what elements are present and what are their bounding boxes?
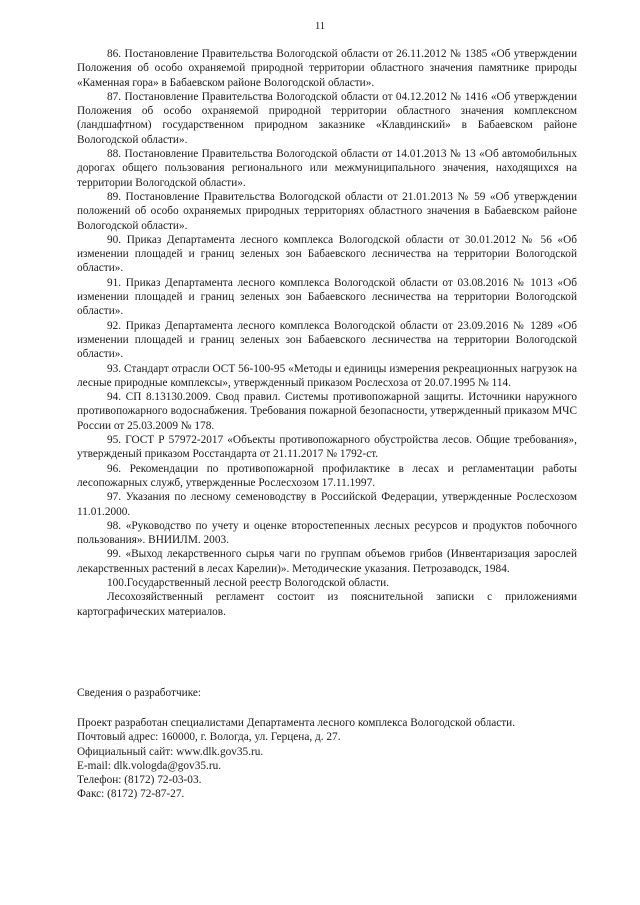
developer-contacts xyxy=(77,716,597,802)
developer-fax: Факс: (8172) 72-87-27. xyxy=(77,788,185,801)
reference-item: 96. Рекомендации по противопожарной профилактике в лесах и регламентации работы лесопожарных служб, утвержденные Рослесхозом 17.11.1997. xyxy=(77,462,577,489)
developer-website: Официальный сайт: www.dlk.gov35.ru. xyxy=(77,745,264,758)
reference-item: 86. Постановление Правительства Вологодской области от 26.11.2012 № 1385 «Об утверждении Положения об особо охраняемой природной территории областного значения памятнике природы «Каменная гора» в Бабаевском районе Вологодской области». xyxy=(77,48,577,89)
reference-item: 98. «Руководство по учету и оценке второстепенных лесных ресурсов и продуктов побочного пользования». ВНИИЛМ. 2003. xyxy=(77,519,577,547)
developer-email: E-mail: dlk.vologda@gov35.ru. xyxy=(77,759,222,772)
reference-item: 93. Стандарт отрасли ОСТ 56-100-95 «Методы и единицы измерения рекреационных нагрузок на лесные природные комплексы», утвержденный приказом Рослесхоза от 20.07.1995 № 114. xyxy=(77,362,577,389)
reference-item: 88. Постановление Правительства Вологодской области от 14.01.2013 № 13 «Об автомобильных дорогах общего пользования регионального или межмуниципального значения, находящихся на территории Вологодской области». xyxy=(77,148,577,189)
developer-project: Проект разработан специалистами Департамента лесного комплекса Вологодской области. xyxy=(77,717,516,729)
reference-list xyxy=(77,47,577,619)
reference-item: 90. Приказ Департамента лесного комплекса Вологодской области от 30.01.2012 № 56 «Об изменении площадей и границ зеленых зон Бабаевского лесничества на территории Вологодской области». xyxy=(77,233,577,275)
reference-item: 89. Постановление Правительства Вологодской области от 21.01.2013 № 59 «Об утверждении положений об особо охраняемых природных территориях областного значения в Бабаевском районе Вологодской области». xyxy=(77,190,577,232)
developer-address: Почтовый адрес: 160000, г. Вологда, ул. Герцена, д. 27. xyxy=(77,731,341,744)
developer-phone: Телефон: (8172) 72-03-03. xyxy=(77,774,202,787)
reference-item: 92. Приказ Департамента лесного комплекса Вологодской области от 23.09.2016 № 1289 «Об изменении площадей и границ зеленых зон Бабаевского лесничества на территории Вологодской области». xyxy=(77,319,577,361)
reference-item: 99. «Выход лекарственного сырья чаги по группам объемов грибов (Инвентаризация зарослей лекарственных растений в лесах Карелии)». Методические указания. Петрозаводск, 1984. xyxy=(77,548,577,575)
page-number: 11 xyxy=(314,21,326,32)
reference-item: 91. Приказ Департамента лесного комплекса Вологодской области от 03.08.2016 № 1013 «Об изменении площадей и границ зеленых зон Бабаевского лесничества на территории Вологодской области». xyxy=(77,276,577,318)
closing-note: Лесохозяйственный регламент состоит из пояснительной записки с приложениями картографических материалов. xyxy=(77,591,577,618)
reference-item: 95. ГОСТ Р 57972-2017 «Объекты противопожарного обустройства лесов. Общие требования», утвержденый приказом Росстандарта от 21.11.2017 № 1792-ст. xyxy=(77,434,577,461)
reference-item: 97. Указания по лесному семеноводству в Российской Федерации, утвержденные Рослесхозом 11.01.2000. xyxy=(77,491,577,518)
reference-item: 94. СП 8.13130.2009. Свод правил. Системы противопожарной защиты. Источники наружного противопожарного водоснабжения. Требования пожарной безопасности, утвержденный приказом МЧС России от 25.03.2009 № 178. xyxy=(77,391,577,432)
reference-item: 87. Постановление Правительства Вологодской области от 04.12.2012 № 1416 «Об утверждении Положения об особо охраняемой природной территории областного значения комплексном (ландшафтном) государственном природном заказнике «Клавдинский» в Бабаевском районе Вологодской области». xyxy=(77,90,577,146)
reference-item: 100.Государственный лесной реестр Вологодской области. xyxy=(107,576,390,589)
developer-heading: Сведения о разработчике: xyxy=(77,687,202,699)
